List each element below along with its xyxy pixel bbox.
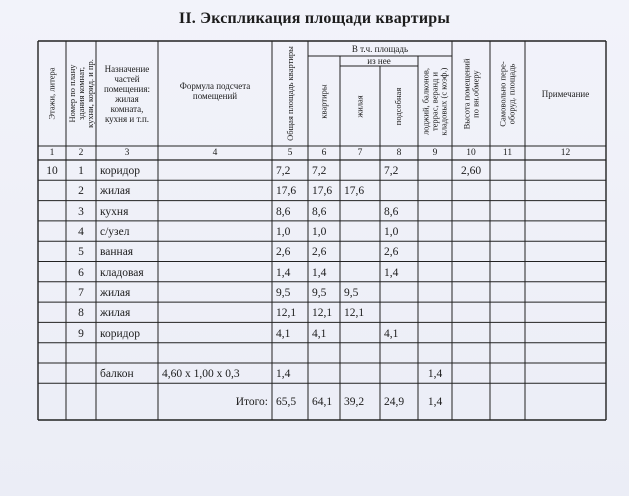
cell-floor <box>38 303 66 323</box>
cell-formula <box>158 303 272 323</box>
cell-living: 12,1 <box>344 307 365 320</box>
cell-no: 8 <box>78 307 84 320</box>
cell-height <box>452 242 490 262</box>
totals-label: Итого: <box>235 395 268 408</box>
header-room-purpose: Назначение частей помещения: жилая комната, кухня и т.п. <box>103 63 151 124</box>
header-floor-text: Этажи, литера <box>46 67 57 120</box>
cell-apt: 9,5 <box>312 286 327 299</box>
cell-total <box>272 344 308 364</box>
cell-apt <box>308 344 340 364</box>
cell-aux: 1,0 <box>384 226 399 239</box>
cell-height <box>452 364 490 384</box>
cell-total: 1,4 <box>276 368 291 381</box>
cell-living: 17,6 <box>344 185 365 198</box>
cell-floor <box>38 222 66 242</box>
cell-formula <box>158 181 272 201</box>
cell-height <box>452 344 490 364</box>
totals-aux: 24,9 <box>384 395 405 408</box>
column-number: 5 <box>287 148 293 158</box>
header-room-number-text: Номер по плану здания комнат, кухни, корид. и пр. <box>66 59 95 128</box>
header-auxiliary-area <box>380 66 418 146</box>
cell-formula <box>158 323 272 343</box>
header-living-area-text: жилая <box>354 94 365 118</box>
cell-aux <box>380 303 418 323</box>
cell-height <box>452 303 490 323</box>
cell-living <box>340 161 380 181</box>
cell-loggia <box>418 323 452 343</box>
page-title: II. Экспликация площади квартиры <box>178 10 451 27</box>
header-formula: Формула подсчета помещений <box>179 81 251 101</box>
cell-height: 2,60 <box>460 165 482 178</box>
cell-no: 4 <box>78 226 84 239</box>
cell-floor <box>38 364 66 384</box>
cell-name: жилая <box>100 286 131 299</box>
cell-formula <box>158 202 272 222</box>
cell-floor: 10 <box>46 165 58 178</box>
cell-living <box>340 323 380 343</box>
header-unauthorized-area <box>490 41 525 146</box>
cell-floor <box>38 323 66 343</box>
cell-living <box>340 222 380 242</box>
column-number: 8 <box>396 148 402 158</box>
cell-living <box>340 364 380 384</box>
cell-floor <box>38 263 66 283</box>
column-number: 12 <box>560 148 571 158</box>
header-total-area <box>272 41 308 146</box>
header-loggia-area-text: лоджий, балконов, террас, веранд и кладовых (с коэф.) <box>420 67 449 135</box>
cell-no: 3 <box>78 205 84 218</box>
cell-height <box>452 181 490 201</box>
cell-loggia <box>418 242 452 262</box>
cell-total: 9,5 <box>276 286 291 299</box>
cell-loggia <box>418 202 452 222</box>
column-number: 4 <box>212 148 218 158</box>
cell-apt: 12,1 <box>312 307 333 320</box>
cell-formula: 4,60 х 1,00 х 0,3 <box>162 368 240 381</box>
cell-living <box>340 202 380 222</box>
cell-name: кухня <box>100 205 129 218</box>
cell-apt: 4,1 <box>312 327 327 340</box>
cell-aux <box>380 344 418 364</box>
cell-name: жилая <box>100 307 131 320</box>
cell-apt: 8,6 <box>312 205 327 218</box>
cell-aux <box>380 181 418 201</box>
cell-apt: 7,2 <box>312 165 327 178</box>
header-floor <box>38 41 66 146</box>
column-number: 2 <box>78 148 84 158</box>
cell-apt: 2,6 <box>312 246 327 259</box>
cell-formula <box>158 242 272 262</box>
cell-loggia <box>418 303 452 323</box>
header-including-area: В т.ч. площадь <box>351 43 409 54</box>
cell-name: коридор <box>100 327 141 340</box>
cell-name: с/узел <box>100 226 130 239</box>
cell-height <box>452 283 490 303</box>
cell-name <box>96 344 158 364</box>
column-number: 9 <box>432 148 438 158</box>
cell-living: 9,5 <box>344 286 359 299</box>
header-total-area-text: Общая площадь квартиры <box>284 46 295 141</box>
cell-name: кладовая <box>100 266 144 279</box>
header-note: Примечание <box>541 89 590 99</box>
column-number: 1 <box>49 148 55 158</box>
cell-loggia <box>418 263 452 283</box>
cell-aux <box>380 283 418 303</box>
cell-total: 12,1 <box>276 307 297 320</box>
cell-living <box>340 344 380 364</box>
column-number: 10 <box>466 148 476 158</box>
cell-total: 4,1 <box>276 327 291 340</box>
cell-formula <box>158 161 272 181</box>
header-unauthorized-area-text: Самовольно пере- оборуд. площадь <box>497 60 517 127</box>
header-loggia-area <box>418 56 452 146</box>
cell-no: 1 <box>78 165 84 178</box>
cell-aux: 1,4 <box>384 266 399 279</box>
cell-no: 5 <box>78 246 84 259</box>
cell-floor <box>38 242 66 262</box>
column-number: 11 <box>502 148 513 158</box>
cell-aux: 8,6 <box>384 205 399 218</box>
header-room-number <box>66 41 96 146</box>
cell-formula <box>158 344 272 364</box>
cell-height <box>452 222 490 242</box>
cell-no: 7 <box>78 286 84 299</box>
cell-height <box>452 202 490 222</box>
cell-total: 1,0 <box>276 226 291 239</box>
cell-no: 6 <box>78 266 84 279</box>
cell-name: коридор <box>100 165 141 178</box>
header-apartment-area-text: квартиры <box>318 83 329 119</box>
cell-apt: 17,6 <box>312 185 333 198</box>
cell-name: балкон <box>100 368 134 381</box>
cell-name: ванная <box>100 246 134 259</box>
column-number: 7 <box>357 148 363 158</box>
cell-floor <box>38 202 66 222</box>
totals-apt: 64,1 <box>312 395 333 408</box>
totals-loggia: 1,4 <box>427 395 443 408</box>
column-number: 3 <box>124 148 130 158</box>
cell-aux: 4,1 <box>384 327 399 340</box>
header-room-height-text: Высота помещений по вн.обмеру <box>461 58 481 129</box>
cell-formula <box>158 222 272 242</box>
header-of-which: из нее <box>367 56 391 66</box>
cell-floor <box>38 344 66 364</box>
totals-total: 65,5 <box>276 395 297 408</box>
cell-no: 9 <box>78 327 84 340</box>
cell-formula <box>158 263 272 283</box>
cell-apt: 1,4 <box>312 266 327 279</box>
cell-aux: 7,2 <box>384 165 399 178</box>
cell-total: 2,6 <box>276 246 291 259</box>
cell-living <box>340 263 380 283</box>
cell-aux: 2,6 <box>384 246 399 259</box>
cell-no: 2 <box>78 185 84 198</box>
header-living-area <box>340 66 380 146</box>
header-room-height <box>452 41 490 146</box>
cell-loggia <box>418 344 452 364</box>
cell-loggia <box>418 222 452 242</box>
cell-loggia <box>418 181 452 201</box>
header-apartment-area <box>308 56 340 146</box>
cell-formula <box>158 283 272 303</box>
cell-no <box>66 364 96 384</box>
cell-total: 7,2 <box>276 165 291 178</box>
cell-loggia: 1,4 <box>427 368 443 381</box>
cell-apt: 1,0 <box>312 226 327 239</box>
header-auxiliary-area-text: подсобная <box>393 87 404 125</box>
cell-loggia <box>418 283 452 303</box>
cell-floor <box>38 283 66 303</box>
cell-height <box>452 263 490 283</box>
cell-aux <box>380 364 418 384</box>
cell-living <box>340 242 380 262</box>
cell-loggia <box>418 161 452 181</box>
cell-floor <box>38 181 66 201</box>
cell-total: 8,6 <box>276 205 291 218</box>
cell-total: 1,4 <box>276 266 291 279</box>
totals-living: 39,2 <box>344 395 365 408</box>
cell-total: 17,6 <box>276 185 297 198</box>
cell-apt <box>308 364 340 384</box>
cell-name: жилая <box>100 185 131 198</box>
cell-no <box>66 344 96 364</box>
column-number: 6 <box>321 148 327 158</box>
cell-height <box>452 323 490 343</box>
